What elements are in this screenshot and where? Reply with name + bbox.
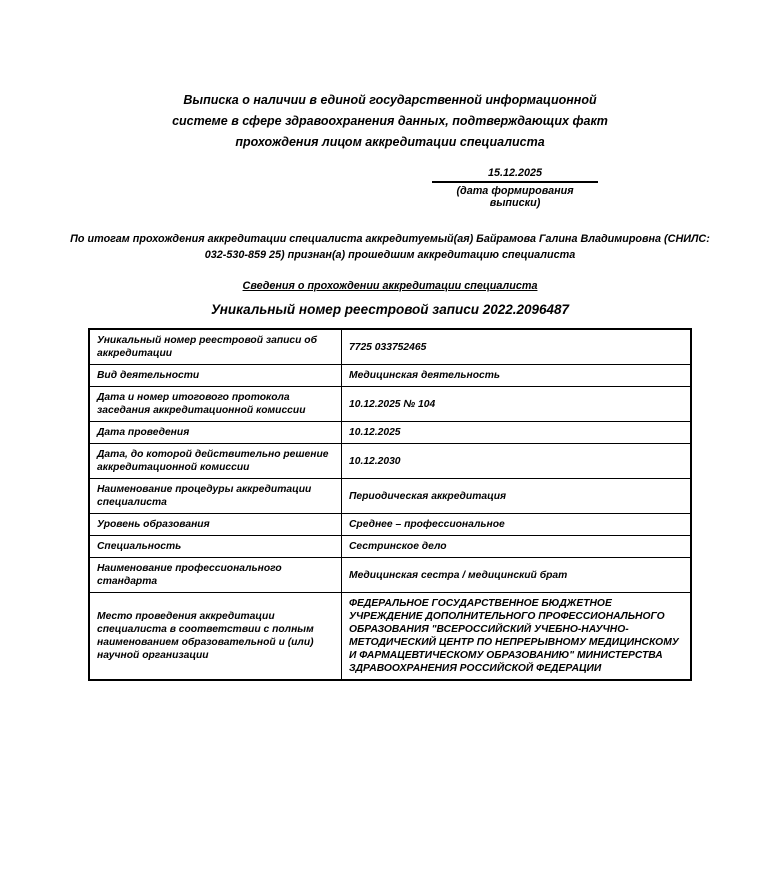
- table-row-education-level: [89, 514, 691, 536]
- table-row-activity-type: [89, 365, 691, 387]
- row-value: Периодическая аккредитация: [342, 479, 692, 514]
- row-value: Среднее – профессиональное: [342, 514, 692, 536]
- issue-date-caption: (дата формирования выписки): [456, 185, 574, 209]
- table-row-specialty: [89, 536, 691, 558]
- document-title-line-3: прохождения лицом аккредитации специалиста: [235, 135, 545, 149]
- row-value: Медицинская сестра / медицинский брат: [342, 558, 692, 593]
- row-label: Вид деятельности: [89, 365, 342, 387]
- row-value: Медицинская деятельность: [342, 365, 692, 387]
- table-row-conduct-date: [89, 422, 691, 444]
- table-row-accreditation-place: [89, 593, 691, 681]
- row-value: 10.12.2025 № 104: [342, 387, 692, 422]
- accreditation-details-table: [88, 328, 692, 681]
- row-label: Специальность: [89, 536, 342, 558]
- table-row-professional-standard: [89, 558, 691, 593]
- document-title: [0, 0, 780, 153]
- row-label: Дата, до которой действительно решение аккредитационной комиссии: [89, 444, 342, 479]
- row-label: Дата и номер итогового протокола заседания аккредитационной комиссии: [89, 387, 342, 422]
- document-title-line-1: Выписка о наличии в единой государственной информационной: [183, 93, 597, 107]
- row-label: Уровень образования: [89, 514, 342, 536]
- row-label: Уникальный номер реестровой записи об аккредитации: [89, 329, 342, 365]
- issue-date: 15.12.2025: [432, 167, 598, 183]
- row-value: 7725 033752465: [342, 329, 692, 365]
- row-value: 10.12.2025: [342, 422, 692, 444]
- intro-paragraph: По итогам прохождения аккредитации специалиста аккредитуемый(ая) Байрамова Галина Владимировна (СНИЛС: 032-530-859 25) признан(а) прошедшим аккредитацию специалиста: [70, 233, 710, 261]
- row-value: Сестринское дело: [342, 536, 692, 558]
- table-row-valid-until-date: [89, 444, 691, 479]
- issue-date-block: [432, 167, 598, 209]
- registry-number-heading: Уникальный номер реестровой записи 2022.2096487: [210, 302, 570, 317]
- row-value: ФЕДЕРАЛЬНОЕ ГОСУДАРСТВЕННОЕ БЮДЖЕТНОЕ УЧРЕЖДЕНИЕ ДОПОЛНИТЕЛЬНОГО ПРОФЕССИОНАЛЬНОГО ОБРАЗОВАНИЯ "ВСЕРОССИЙСКИЙ УЧЕБНО-НАУЧНО-МЕТОДИЧЕСКИЙ ЦЕНТР ПО НЕПРЕРЫВНОМУ МЕДИЦИНСКОМУ И ФАРМАЦЕВТИЧЕСКОМУ ОБРАЗОВАНИЮ" МИНИСТЕРСТВА ЗДРАВООХРАНЕНИЯ РОССИЙСКОЙ ФЕДЕРАЦИИ: [342, 593, 692, 681]
- row-label: Место проведения аккредитации специалиста в соответствии с полным наименованием образовательной и (или) научной организации: [89, 593, 342, 681]
- row-label: Наименование профессионального стандарта: [89, 558, 342, 593]
- table-row-accreditation-number: [89, 329, 691, 365]
- row-label: Наименование процедуры аккредитации специалиста: [89, 479, 342, 514]
- table-row-procedure-name: [89, 479, 691, 514]
- row-label: Дата проведения: [89, 422, 342, 444]
- table-row-protocol-date-number: [89, 387, 691, 422]
- row-value: 10.12.2030: [342, 444, 692, 479]
- document-title-line-2: системе в сфере здравоохранения данных, подтверждающих факт: [172, 114, 608, 128]
- section-heading: Сведения о прохождении аккредитации специалиста: [242, 280, 538, 292]
